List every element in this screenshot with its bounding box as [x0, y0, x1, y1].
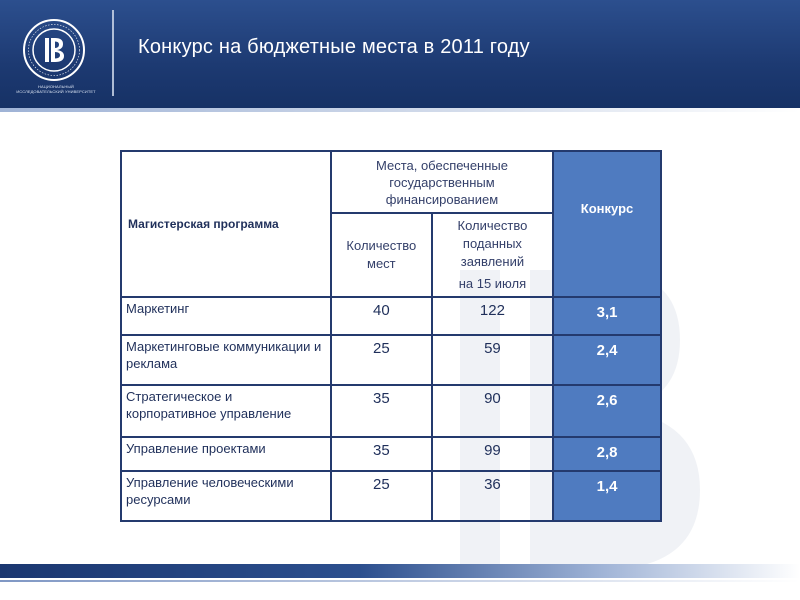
places-value: 40	[331, 297, 432, 335]
table-row	[121, 437, 661, 471]
places-value: 35	[331, 385, 432, 437]
applications-value: 59	[432, 335, 553, 385]
applications-value: 122	[432, 297, 553, 335]
university-logo-icon	[22, 18, 86, 82]
footer-line	[0, 580, 800, 582]
table-row	[121, 471, 661, 521]
competition-value: 1,4	[553, 471, 661, 521]
competition-table	[120, 150, 662, 522]
program-name: Управление проектами	[121, 437, 331, 471]
header-shine	[0, 108, 800, 112]
table-row	[121, 335, 661, 385]
competition-value: 2,8	[553, 437, 661, 471]
table-row	[121, 297, 661, 335]
program-name: Маркетинговые коммуникации и реклама	[121, 335, 331, 385]
places-value: 35	[331, 437, 432, 471]
header-competition	[553, 151, 661, 297]
header-applications-date: на 15 июля	[458, 276, 527, 291]
header-program: Магистерская программа	[121, 151, 331, 297]
header-places-label: Количество мест	[346, 238, 417, 271]
places-value: 25	[331, 335, 432, 385]
footer-bar	[0, 564, 800, 578]
applications-value: 36	[432, 471, 553, 521]
table-header-row	[121, 151, 661, 213]
table-row	[121, 385, 661, 437]
places-value: 25	[331, 471, 432, 521]
header-applications	[432, 213, 553, 297]
program-name: Маркетинг	[121, 297, 331, 335]
logo-caption: НАЦИОНАЛЬНЫЙ ИССЛЕДОВАТЕЛЬСКИЙ УНИВЕРСИТЕТ	[16, 84, 96, 94]
applications-value: 99	[432, 437, 553, 471]
applications-value: 90	[432, 385, 553, 437]
competition-value: 2,6	[553, 385, 661, 437]
header-funded-places: Места, обеспеченные государственным финансированием	[331, 151, 553, 213]
header-competition-label: Конкурс	[580, 200, 634, 216]
competition-value: 2,4	[553, 335, 661, 385]
program-name: Стратегическое и корпоративное управление	[121, 385, 331, 437]
header-places	[331, 213, 432, 297]
page-title: Конкурс на бюджетные места в 2011 году	[138, 36, 530, 58]
header-applications-label: Количество поданных заявлений	[457, 218, 528, 269]
header-divider	[112, 10, 114, 96]
competition-value: 3,1	[553, 297, 661, 335]
program-name: Управление человеческими ресурсами	[121, 471, 331, 521]
